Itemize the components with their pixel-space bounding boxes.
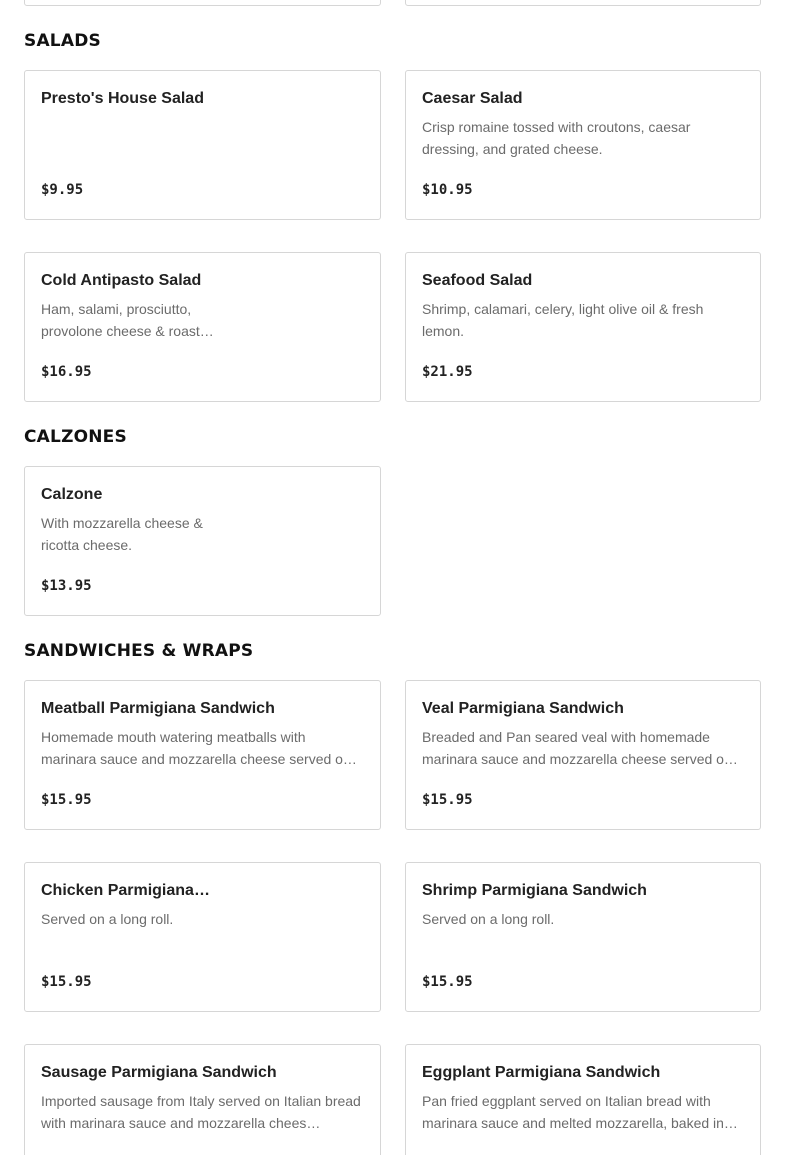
menu-item-card[interactable] [24, 862, 381, 1012]
menu-item-name: Presto's House Salad [41, 90, 204, 107]
menu-item-card[interactable] [405, 1044, 761, 1155]
menu-item-card[interactable] [405, 252, 761, 402]
menu-item-name: Calzone [41, 486, 103, 503]
menu-item-name: Seafood Salad [422, 272, 533, 289]
menu-item-card[interactable] [405, 680, 761, 830]
menu-item-price: $15.95 [422, 792, 473, 808]
menu-item-name: Veal Parmigiana Sandwich [422, 700, 624, 717]
menu-item-description: Breaded and Pan seared veal with homemade marinara sauce and mozzarella cheese served o… [422, 729, 738, 767]
menu-item-card[interactable] [405, 70, 761, 220]
menu-item-description: Imported sausage from Italy served on Italian bread with marinara sauce and mozzarella chees… [41, 1093, 361, 1131]
menu-item-price: $9.95 [41, 182, 84, 198]
menu-item-price: $21.95 [422, 364, 473, 380]
menu-item-card[interactable] [24, 466, 381, 616]
menu-item-card[interactable] [24, 70, 381, 220]
menu-item-description: Served on a long roll. [422, 911, 555, 927]
menu-item-description: Shrimp, calamari, celery, light olive oil & fresh lemon. [422, 301, 704, 339]
menu-item-description [41, 116, 364, 160]
section-title-salads: SALADS [24, 31, 101, 51]
menu-item-card[interactable] [24, 680, 381, 830]
section-title-calzones: CALZONES [24, 427, 127, 447]
menu-item-name: Meatball Parmigiana Sandwich [41, 700, 275, 717]
menu-item-price: $10.95 [422, 182, 473, 198]
menu-item-price: $15.95 [422, 974, 473, 990]
menu-item-description: Pan fried eggplant served on Italian bread with marinara sauce and melted mozzarella, baked in… [422, 1093, 738, 1131]
section-title-sandwiches-wraps: SANDWICHES & WRAPS [24, 641, 254, 661]
menu-item-price: $13.95 [41, 578, 92, 594]
menu-item-name: Chicken Parmigiana… [41, 882, 210, 899]
menu-item-card[interactable] [24, 252, 381, 402]
menu-item-description: Served on a long roll. [41, 911, 174, 927]
menu-item-name: Cold Antipasto Salad [41, 272, 202, 289]
menu-item-price: $15.95 [41, 792, 92, 808]
menu-item-card[interactable] [24, 0, 381, 6]
menu-item-card[interactable] [24, 1044, 381, 1155]
menu-item-name: Sausage Parmigiana Sandwich [41, 1064, 277, 1081]
menu-item-name: Eggplant Parmigiana Sandwich [422, 1064, 661, 1081]
menu-item-card[interactable] [405, 0, 761, 6]
menu-item-description: Homemade mouth watering meatballs with marinara sauce and mozzarella cheese served o… [41, 729, 357, 767]
menu-item-price: $15.95 [41, 974, 92, 990]
menu-item-card[interactable] [405, 862, 761, 1012]
menu-item-name: Shrimp Parmigiana Sandwich [422, 882, 647, 899]
menu-item-description: Ham, salami, prosciutto, provolone cheese & roast… [41, 301, 214, 339]
menu-item-description: With mozzarella cheese & ricotta cheese. [41, 515, 203, 553]
menu-item-name: Caesar Salad [422, 90, 523, 107]
menu-item-price: $16.95 [41, 364, 92, 380]
menu-item-description: Crisp romaine tossed with croutons, caesar dressing, and grated cheese. [422, 119, 691, 157]
